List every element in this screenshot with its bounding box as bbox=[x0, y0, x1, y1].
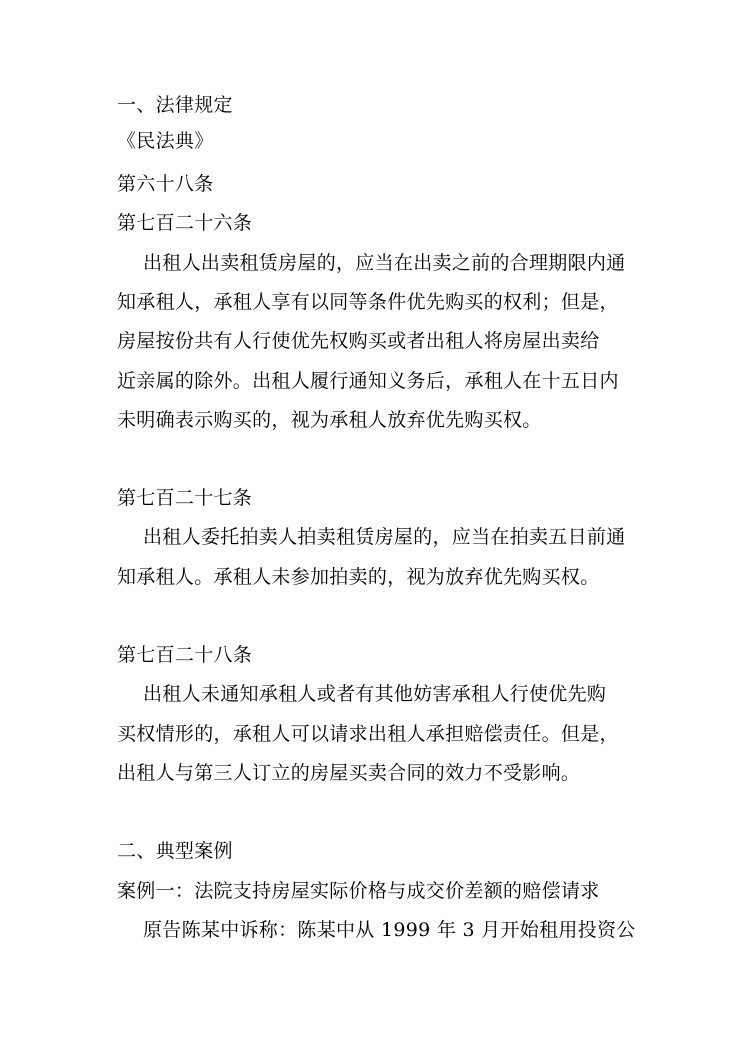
article-727-line-2: 知承租人。承租人未参加拍卖的，视为放弃优先购买权。 bbox=[117, 566, 600, 588]
case-1-title: 案例一：法院支持房屋实际价格与成交价差额的赔偿请求 bbox=[117, 880, 600, 902]
article-727-title: 第七百二十七条 bbox=[117, 487, 253, 509]
article-726-line-4: 近亲属的除外。出租人履行通知义务后，承租人在十五日内 bbox=[117, 370, 619, 392]
civil-code-title: 《民法典》 bbox=[117, 130, 214, 152]
article-728-title: 第七百二十八条 bbox=[117, 644, 253, 666]
section-heading-legal-provisions: 一、法律规定 bbox=[117, 94, 233, 116]
article-726-line-1: 出租人出卖租赁房屋的，应当在出卖之前的合理期限内通 bbox=[143, 252, 626, 274]
article-726-line-5: 未明确表示购买的，视为承租人放弃优先购买权。 bbox=[117, 409, 542, 431]
article-68-title: 第六十八条 bbox=[117, 173, 214, 195]
article-726-line-2: 知承租人，承租人享有以同等条件优先购买的权利；但是， bbox=[117, 291, 619, 313]
article-726-title: 第七百二十六条 bbox=[117, 212, 253, 234]
section-heading-typical-cases: 二、典型案例 bbox=[117, 840, 233, 862]
article-726-line-3: 房屋按份共有人行使优先权购买或者出租人将房屋出卖给 bbox=[117, 330, 600, 352]
case-1-first-line: 原告陈某中诉称：陈某中从 1999 年 3 月开始租用投资公 bbox=[143, 919, 636, 941]
article-728-line-3: 出租人与第三人订立的房屋买卖合同的效力不受影响。 bbox=[117, 762, 581, 784]
article-728-line-1: 出租人未通知承租人或者有其他妨害承租人行使优先购 bbox=[143, 683, 607, 705]
article-727-line-1: 出租人委托拍卖人拍卖租赁房屋的，应当在拍卖五日前通 bbox=[143, 526, 626, 548]
article-728-line-2: 买权情形的，承租人可以请求出租人承担赔偿责任。但是， bbox=[117, 723, 619, 745]
